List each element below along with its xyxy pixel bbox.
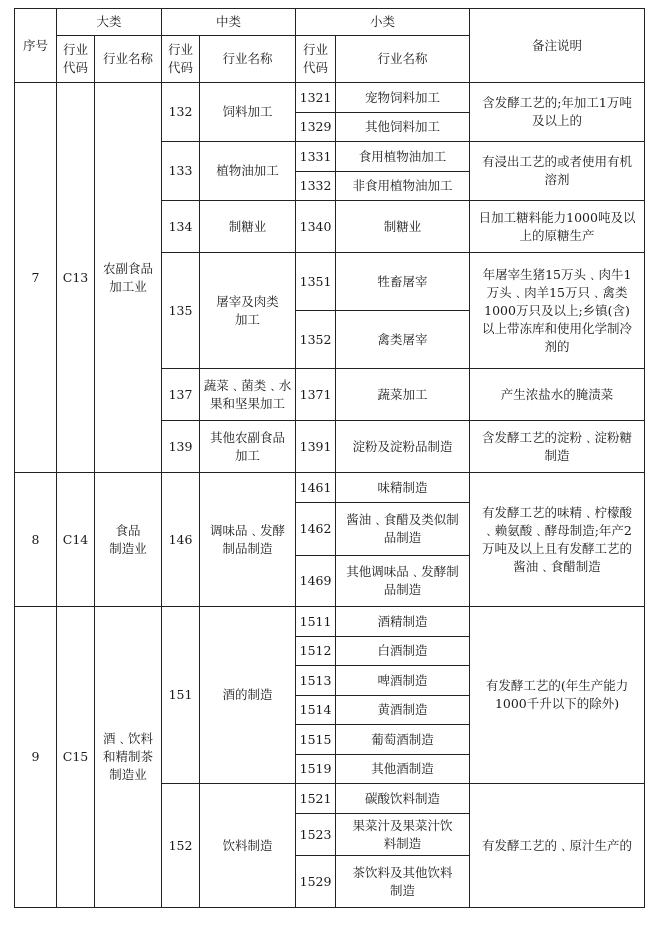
medium-code-cell: 152 (162, 784, 200, 908)
minor-name-cell: 淀粉及淀粉品制造 (336, 421, 470, 473)
minor-code-cell: 1529 (296, 856, 336, 908)
minor-name-cell: 葡萄酒制造 (336, 725, 470, 755)
medium-name-cell: 植物油加工 (200, 142, 296, 201)
table-row (15, 473, 645, 503)
seq-cell: 9 (15, 607, 57, 908)
minor-name-cell: 白酒制造 (336, 637, 470, 666)
medium-code-cell: 137 (162, 369, 200, 421)
medium-code-cell: 134 (162, 201, 200, 253)
seq-cell: 8 (15, 473, 57, 607)
minor-code-cell: 1469 (296, 556, 336, 607)
minor-code-cell: 1462 (296, 503, 336, 556)
medium-name-cell: 饮料制造 (200, 784, 296, 908)
major-name-cell: 酒﹑饮料 和精制茶 制造业 (95, 607, 162, 908)
minor-code-cell: 1519 (296, 755, 336, 784)
note-cell: 有发酵工艺的﹑原汁生产的 (470, 784, 645, 908)
minor-name-cell: 其他酒制造 (336, 755, 470, 784)
note-cell: 产生浓盐水的腌渍菜 (470, 369, 645, 421)
minor-name-cell: 禽类屠宰 (336, 311, 470, 369)
note-cell: 有浸出工艺的或者使用有机溶剂 (470, 142, 645, 201)
table-row (15, 607, 645, 637)
minor-code-cell: 1321 (296, 83, 336, 113)
table-row (15, 83, 645, 113)
note-cell: 含发酵工艺的;年加工1万吨及以上的 (470, 83, 645, 142)
header-medium-name: 行业名称 (200, 36, 296, 83)
minor-code-cell: 1523 (296, 814, 336, 856)
header-major-name: 行业名称 (95, 36, 162, 83)
header-major-code: 行业 代码 (57, 36, 95, 83)
minor-name-cell: 蔬菜加工 (336, 369, 470, 421)
minor-code-cell: 1371 (296, 369, 336, 421)
minor-code-cell: 1511 (296, 607, 336, 637)
minor-name-cell: 果菜汁及果菜汁饮 料制造 (336, 814, 470, 856)
minor-code-cell: 1512 (296, 637, 336, 666)
header-minor: 小类 (296, 9, 470, 36)
minor-code-cell: 1521 (296, 784, 336, 814)
note-cell: 有发酵工艺的(年生产能力1000千升以下的除外) (470, 607, 645, 784)
minor-name-cell: 啤酒制造 (336, 666, 470, 696)
medium-name-cell: 酒的制造 (200, 607, 296, 784)
minor-name-cell: 味精制造 (336, 473, 470, 503)
medium-code-cell: 135 (162, 253, 200, 369)
medium-name-cell: 屠宰及肉类 加工 (200, 253, 296, 369)
header-medium-code: 行业 代码 (162, 36, 200, 83)
minor-name-cell: 食用植物油加工 (336, 142, 470, 172)
medium-code-cell: 139 (162, 421, 200, 473)
medium-name-cell: 调味品﹑发酵 制品制造 (200, 473, 296, 607)
major-name-cell: 食品 制造业 (95, 473, 162, 607)
medium-code-cell: 133 (162, 142, 200, 201)
table-body (15, 83, 645, 908)
minor-code-cell: 1332 (296, 172, 336, 201)
minor-code-cell: 1340 (296, 201, 336, 253)
minor-name-cell: 黄酒制造 (336, 696, 470, 725)
header-minor-name: 行业名称 (336, 36, 470, 83)
minor-name-cell: 宠物饲料加工 (336, 83, 470, 113)
major-code-cell: C15 (57, 607, 95, 908)
industry-classification-table (14, 8, 645, 908)
minor-name-cell: 碳酸饮料制造 (336, 784, 470, 814)
minor-code-cell: 1515 (296, 725, 336, 755)
medium-code-cell: 132 (162, 83, 200, 142)
minor-name-cell: 其他调味品﹑发酵制 品制造 (336, 556, 470, 607)
medium-name-cell: 饲料加工 (200, 83, 296, 142)
major-name-cell: 农副食品 加工业 (95, 83, 162, 473)
note-cell: 有发酵工艺的味精﹑柠檬酸﹑赖氨酸﹑酵母制造;年产2万吨及以上且有发酵工艺的酱油﹑食醋制造 (470, 473, 645, 607)
minor-name-cell: 茶饮料及其他饮料 制造 (336, 856, 470, 908)
minor-name-cell: 制糖业 (336, 201, 470, 253)
minor-name-cell: 其他饲料加工 (336, 113, 470, 142)
header-medium: 中类 (162, 9, 296, 36)
minor-code-cell: 1513 (296, 666, 336, 696)
header-minor-code: 行业 代码 (296, 36, 336, 83)
medium-name-cell: 蔬菜﹑菌类﹑水 果和坚果加工 (200, 369, 296, 421)
note-cell: 年屠宰生猪15万头﹑肉牛1万头﹑肉羊15万只﹑禽类1000万只及以上;乡镇(含)以上带冻库和使用化学制冷剂的 (470, 253, 645, 369)
minor-code-cell: 1514 (296, 696, 336, 725)
minor-name-cell: 酒精制造 (336, 607, 470, 637)
header-seq: 序号 (15, 9, 57, 83)
major-code-cell: C14 (57, 473, 95, 607)
minor-code-cell: 1351 (296, 253, 336, 311)
note-cell: 含发酵工艺的淀粉﹑淀粉糖 制造 (470, 421, 645, 473)
major-code-cell: C13 (57, 83, 95, 473)
minor-code-cell: 1391 (296, 421, 336, 473)
medium-code-cell: 151 (162, 607, 200, 784)
minor-code-cell: 1329 (296, 113, 336, 142)
minor-code-cell: 1331 (296, 142, 336, 172)
header-note: 备注说明 (470, 9, 645, 83)
minor-name-cell: 酱油﹑食醋及类似制 品制造 (336, 503, 470, 556)
header-major: 大类 (57, 9, 162, 36)
medium-name-cell: 制糖业 (200, 201, 296, 253)
minor-name-cell: 非食用植物油加工 (336, 172, 470, 201)
minor-code-cell: 1461 (296, 473, 336, 503)
seq-cell: 7 (15, 83, 57, 473)
medium-name-cell: 其他农副食品 加工 (200, 421, 296, 473)
minor-code-cell: 1352 (296, 311, 336, 369)
minor-name-cell: 牲畜屠宰 (336, 253, 470, 311)
medium-code-cell: 146 (162, 473, 200, 607)
note-cell: 日加工糖料能力1000吨及以上的原糖生产 (470, 201, 645, 253)
